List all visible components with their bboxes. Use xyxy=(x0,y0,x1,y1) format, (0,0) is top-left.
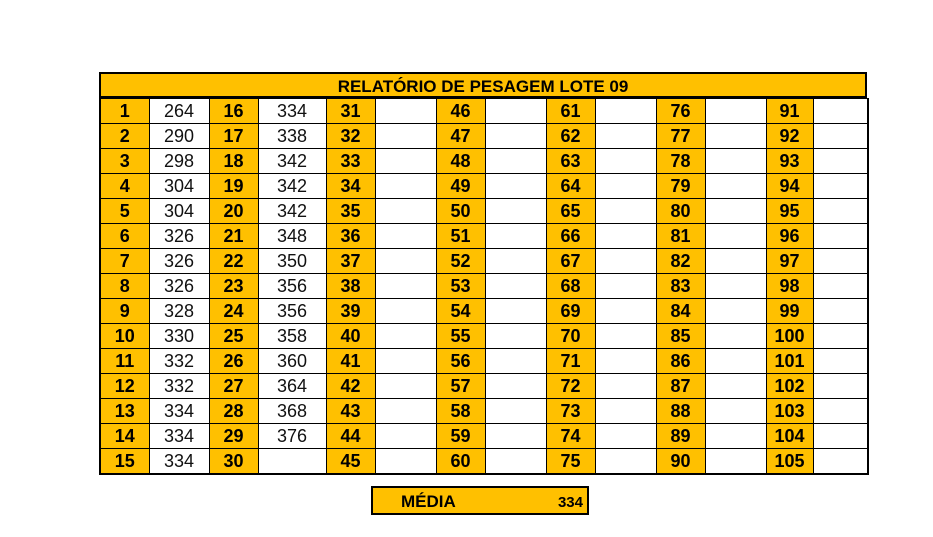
animal-number-cell: 44 xyxy=(326,424,375,449)
animal-number-cell: 16 xyxy=(209,99,258,124)
animal-number-cell: 22 xyxy=(209,249,258,274)
animal-number-cell: 38 xyxy=(326,274,375,299)
weight-cell[interactable] xyxy=(375,124,436,149)
table-row xyxy=(100,224,868,249)
animal-number-cell: 15 xyxy=(100,449,149,475)
animal-number-cell: 93 xyxy=(766,149,813,174)
weight-cell[interactable] xyxy=(813,349,868,374)
weight-cell[interactable] xyxy=(485,324,546,349)
animal-number-cell: 67 xyxy=(546,249,595,274)
weight-cell[interactable] xyxy=(485,224,546,249)
weight-cell[interactable] xyxy=(595,174,656,199)
animal-number-cell: 95 xyxy=(766,199,813,224)
table-row xyxy=(100,149,868,174)
animal-number-cell: 45 xyxy=(326,449,375,475)
weight-cell[interactable] xyxy=(485,274,546,299)
animal-number-cell: 80 xyxy=(656,199,705,224)
weight-cell[interactable]: 334 xyxy=(149,424,209,449)
animal-number-cell: 59 xyxy=(436,424,485,449)
animal-number-cell: 91 xyxy=(766,99,813,124)
weight-cell[interactable]: 360 xyxy=(258,349,326,374)
animal-number-cell: 42 xyxy=(326,374,375,399)
animal-number-cell: 61 xyxy=(546,99,595,124)
animal-number-cell: 72 xyxy=(546,374,595,399)
weight-cell[interactable]: 328 xyxy=(149,299,209,324)
animal-number-cell: 33 xyxy=(326,149,375,174)
weight-cell[interactable] xyxy=(595,449,656,475)
weight-cell[interactable] xyxy=(375,299,436,324)
weight-cell[interactable] xyxy=(375,424,436,449)
weight-cell[interactable]: 332 xyxy=(149,349,209,374)
weight-cell[interactable]: 358 xyxy=(258,324,326,349)
weight-cell[interactable] xyxy=(485,399,546,424)
animal-number-cell: 52 xyxy=(436,249,485,274)
weight-cell[interactable] xyxy=(705,374,766,399)
animal-number-cell: 46 xyxy=(436,99,485,124)
table-row xyxy=(100,124,868,149)
weight-cell[interactable] xyxy=(485,199,546,224)
animal-number-cell: 24 xyxy=(209,299,258,324)
animal-number-cell: 30 xyxy=(209,449,258,475)
animal-number-cell: 90 xyxy=(656,449,705,475)
weight-cell[interactable] xyxy=(705,149,766,174)
weight-cell[interactable]: 342 xyxy=(258,174,326,199)
weight-cell[interactable]: 334 xyxy=(149,399,209,424)
weight-cell[interactable]: 264 xyxy=(149,99,209,124)
weight-cell[interactable] xyxy=(375,224,436,249)
animal-number-cell: 12 xyxy=(100,374,149,399)
table-row xyxy=(100,324,868,349)
animal-number-cell: 37 xyxy=(326,249,375,274)
weighing-table xyxy=(99,98,869,475)
table-row xyxy=(100,424,868,449)
weight-cell[interactable] xyxy=(375,449,436,475)
table-row xyxy=(100,449,868,475)
animal-number-cell: 36 xyxy=(326,224,375,249)
weight-cell[interactable] xyxy=(595,199,656,224)
animal-number-cell: 88 xyxy=(656,399,705,424)
animal-number-cell: 55 xyxy=(436,324,485,349)
animal-number-cell: 31 xyxy=(326,99,375,124)
animal-number-cell: 14 xyxy=(100,424,149,449)
animal-number-cell: 3 xyxy=(100,149,149,174)
weight-cell[interactable] xyxy=(595,274,656,299)
animal-number-cell: 17 xyxy=(209,124,258,149)
animal-number-cell: 19 xyxy=(209,174,258,199)
weight-cell[interactable] xyxy=(375,349,436,374)
weight-cell[interactable] xyxy=(705,424,766,449)
weight-cell[interactable] xyxy=(595,99,656,124)
animal-number-cell: 54 xyxy=(436,299,485,324)
animal-number-cell: 101 xyxy=(766,349,813,374)
weight-cell[interactable] xyxy=(813,174,868,199)
animal-number-cell: 86 xyxy=(656,349,705,374)
table-row xyxy=(100,274,868,299)
animal-number-cell: 34 xyxy=(326,174,375,199)
animal-number-cell: 76 xyxy=(656,99,705,124)
animal-number-cell: 4 xyxy=(100,174,149,199)
average-value: 334 xyxy=(557,494,583,511)
animal-number-cell: 18 xyxy=(209,149,258,174)
weight-cell[interactable]: 350 xyxy=(258,249,326,274)
weight-cell[interactable]: 290 xyxy=(149,124,209,149)
weighing-table-body xyxy=(100,99,868,475)
animal-number-cell: 100 xyxy=(766,324,813,349)
weight-cell[interactable] xyxy=(705,199,766,224)
weight-cell[interactable] xyxy=(375,399,436,424)
weight-cell[interactable] xyxy=(813,249,868,274)
weight-cell[interactable]: 356 xyxy=(258,299,326,324)
weight-cell[interactable] xyxy=(485,149,546,174)
weight-cell[interactable]: 342 xyxy=(258,149,326,174)
animal-number-cell: 20 xyxy=(209,199,258,224)
animal-number-cell: 71 xyxy=(546,349,595,374)
table-row xyxy=(100,299,868,324)
weight-cell[interactable] xyxy=(813,124,868,149)
animal-number-cell: 99 xyxy=(766,299,813,324)
animal-number-cell: 25 xyxy=(209,324,258,349)
weight-cell[interactable] xyxy=(485,249,546,274)
weight-cell[interactable] xyxy=(705,99,766,124)
animal-number-cell: 65 xyxy=(546,199,595,224)
animal-number-cell: 35 xyxy=(326,199,375,224)
animal-number-cell: 49 xyxy=(436,174,485,199)
animal-number-cell: 89 xyxy=(656,424,705,449)
animal-number-cell: 84 xyxy=(656,299,705,324)
animal-number-cell: 98 xyxy=(766,274,813,299)
animal-number-cell: 29 xyxy=(209,424,258,449)
animal-number-cell: 43 xyxy=(326,399,375,424)
weight-cell[interactable] xyxy=(595,249,656,274)
weight-cell[interactable] xyxy=(375,99,436,124)
animal-number-cell: 87 xyxy=(656,374,705,399)
table-row xyxy=(100,399,868,424)
animal-number-cell: 7 xyxy=(100,249,149,274)
weight-cell[interactable] xyxy=(813,374,868,399)
animal-number-cell: 62 xyxy=(546,124,595,149)
animal-number-cell: 73 xyxy=(546,399,595,424)
average-box xyxy=(371,486,589,515)
animal-number-cell: 83 xyxy=(656,274,705,299)
table-row xyxy=(100,174,868,199)
weight-cell[interactable]: 304 xyxy=(149,174,209,199)
animal-number-cell: 26 xyxy=(209,349,258,374)
animal-number-cell: 82 xyxy=(656,249,705,274)
weight-cell[interactable] xyxy=(813,274,868,299)
animal-number-cell: 70 xyxy=(546,324,595,349)
weight-cell[interactable] xyxy=(375,174,436,199)
animal-number-cell: 11 xyxy=(100,349,149,374)
weight-cell[interactable]: 334 xyxy=(258,99,326,124)
animal-number-cell: 9 xyxy=(100,299,149,324)
animal-number-cell: 21 xyxy=(209,224,258,249)
weight-cell[interactable] xyxy=(375,149,436,174)
table-row xyxy=(100,249,868,274)
animal-number-cell: 68 xyxy=(546,274,595,299)
weight-cell[interactable]: 334 xyxy=(149,449,209,475)
weight-cell[interactable] xyxy=(705,124,766,149)
weight-cell[interactable] xyxy=(813,149,868,174)
weight-cell[interactable] xyxy=(485,449,546,475)
weight-cell[interactable] xyxy=(485,349,546,374)
animal-number-cell: 5 xyxy=(100,199,149,224)
weight-cell[interactable] xyxy=(813,324,868,349)
animal-number-cell: 48 xyxy=(436,149,485,174)
weight-cell[interactable]: 330 xyxy=(149,324,209,349)
weight-cell[interactable] xyxy=(485,299,546,324)
animal-number-cell: 85 xyxy=(656,324,705,349)
report-title: RELATÓRIO DE PESAGEM LOTE 09 xyxy=(99,72,867,98)
animal-number-cell: 32 xyxy=(326,124,375,149)
animal-number-cell: 69 xyxy=(546,299,595,324)
animal-number-cell: 51 xyxy=(436,224,485,249)
weight-cell[interactable] xyxy=(375,374,436,399)
animal-number-cell: 56 xyxy=(436,349,485,374)
animal-number-cell: 1 xyxy=(100,99,149,124)
weight-cell[interactable]: 326 xyxy=(149,224,209,249)
weight-cell[interactable] xyxy=(813,299,868,324)
weight-cell[interactable] xyxy=(813,199,868,224)
weight-cell[interactable] xyxy=(485,424,546,449)
weight-cell[interactable] xyxy=(485,174,546,199)
animal-number-cell: 79 xyxy=(656,174,705,199)
animal-number-cell: 60 xyxy=(436,449,485,475)
weight-cell[interactable]: 364 xyxy=(258,374,326,399)
weight-cell[interactable] xyxy=(813,224,868,249)
table-row xyxy=(100,99,868,124)
animal-number-cell: 104 xyxy=(766,424,813,449)
weight-cell[interactable]: 348 xyxy=(258,224,326,249)
animal-number-cell: 10 xyxy=(100,324,149,349)
weight-cell[interactable]: 326 xyxy=(149,249,209,274)
table-row xyxy=(100,199,868,224)
weight-cell[interactable] xyxy=(595,349,656,374)
weight-cell[interactable] xyxy=(813,449,868,475)
weight-cell[interactable] xyxy=(595,424,656,449)
weight-cell[interactable] xyxy=(705,449,766,475)
animal-number-cell: 58 xyxy=(436,399,485,424)
weight-cell[interactable] xyxy=(375,199,436,224)
animal-number-cell: 96 xyxy=(766,224,813,249)
table-row xyxy=(100,374,868,399)
weight-cell[interactable] xyxy=(485,374,546,399)
animal-number-cell: 13 xyxy=(100,399,149,424)
animal-number-cell: 27 xyxy=(209,374,258,399)
weight-cell[interactable] xyxy=(705,399,766,424)
weight-cell[interactable] xyxy=(705,274,766,299)
animal-number-cell: 2 xyxy=(100,124,149,149)
weight-cell[interactable] xyxy=(258,449,326,475)
animal-number-cell: 64 xyxy=(546,174,595,199)
animal-number-cell: 94 xyxy=(766,174,813,199)
animal-number-cell: 97 xyxy=(766,249,813,274)
weight-cell[interactable] xyxy=(485,124,546,149)
animal-number-cell: 6 xyxy=(100,224,149,249)
weight-cell[interactable] xyxy=(595,124,656,149)
weight-cell[interactable] xyxy=(375,249,436,274)
weight-cell[interactable] xyxy=(705,174,766,199)
animal-number-cell: 47 xyxy=(436,124,485,149)
weight-cell[interactable]: 342 xyxy=(258,199,326,224)
animal-number-cell: 57 xyxy=(436,374,485,399)
weight-cell[interactable] xyxy=(595,224,656,249)
table-row xyxy=(100,349,868,374)
weight-cell[interactable] xyxy=(813,99,868,124)
weight-cell[interactable] xyxy=(375,274,436,299)
animal-number-cell: 28 xyxy=(209,399,258,424)
weight-cell[interactable] xyxy=(705,224,766,249)
animal-number-cell: 92 xyxy=(766,124,813,149)
weight-cell[interactable]: 326 xyxy=(149,274,209,299)
weight-cell[interactable] xyxy=(595,299,656,324)
animal-number-cell: 102 xyxy=(766,374,813,399)
animal-number-cell: 75 xyxy=(546,449,595,475)
weighing-report xyxy=(99,72,867,475)
animal-number-cell: 39 xyxy=(326,299,375,324)
weight-cell[interactable] xyxy=(813,399,868,424)
animal-number-cell: 8 xyxy=(100,274,149,299)
animal-number-cell: 77 xyxy=(656,124,705,149)
weight-cell[interactable] xyxy=(595,374,656,399)
weight-cell[interactable] xyxy=(705,349,766,374)
animal-number-cell: 41 xyxy=(326,349,375,374)
animal-number-cell: 74 xyxy=(546,424,595,449)
weight-cell[interactable] xyxy=(595,149,656,174)
animal-number-cell: 63 xyxy=(546,149,595,174)
average-label: MÉDIA xyxy=(401,492,456,511)
weight-cell[interactable]: 338 xyxy=(258,124,326,149)
weight-cell[interactable]: 376 xyxy=(258,424,326,449)
animal-number-cell: 105 xyxy=(766,449,813,475)
weight-cell[interactable]: 298 xyxy=(149,149,209,174)
weight-cell[interactable]: 356 xyxy=(258,274,326,299)
weight-cell[interactable] xyxy=(705,249,766,274)
animal-number-cell: 40 xyxy=(326,324,375,349)
weight-cell[interactable] xyxy=(375,324,436,349)
weight-cell[interactable]: 332 xyxy=(149,374,209,399)
weight-cell[interactable]: 304 xyxy=(149,199,209,224)
weight-cell[interactable] xyxy=(705,299,766,324)
animal-number-cell: 81 xyxy=(656,224,705,249)
animal-number-cell: 23 xyxy=(209,274,258,299)
animal-number-cell: 103 xyxy=(766,399,813,424)
weight-cell[interactable] xyxy=(705,324,766,349)
animal-number-cell: 50 xyxy=(436,199,485,224)
weight-cell[interactable] xyxy=(485,99,546,124)
animal-number-cell: 53 xyxy=(436,274,485,299)
weight-cell[interactable] xyxy=(813,424,868,449)
animal-number-cell: 66 xyxy=(546,224,595,249)
weight-cell[interactable] xyxy=(595,324,656,349)
weight-cell[interactable]: 368 xyxy=(258,399,326,424)
weight-cell[interactable] xyxy=(595,399,656,424)
animal-number-cell: 78 xyxy=(656,149,705,174)
